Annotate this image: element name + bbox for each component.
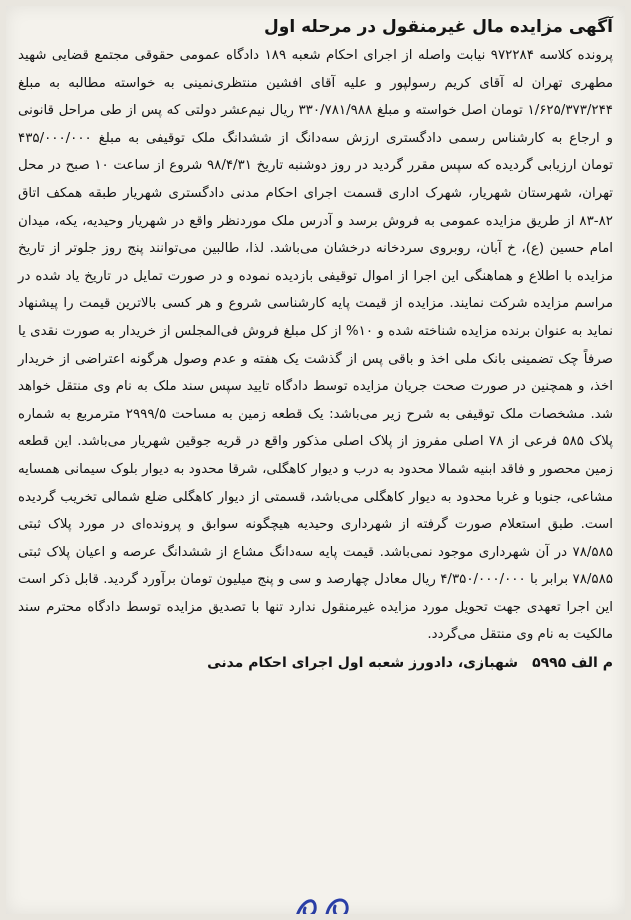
notice-reference-code: م الف ۵۹۹۵ (532, 655, 613, 672)
notice-body: پرونده کلاسه ۹۷۲۲۸۴ نیابت واصله از اجرای احکام شعبه ۱۸۹ دادگاه عمومی حقوقی مجتمع قضایی شهید مطهری تهران له آقای کریم رسولپور و علیه آقای افشین منتظری‌نمینی به خواسته مطالبه به مبلغ ۱/۶۲۵/۳۷۳/۲۴۴ تومان اصل خواسته و مبلغ ۳۳۰/۷۸۱/۹۸۸ ریال نیم‌عشر دولتی که پس از طی مراحل قانونی و ارجاع به کارشناس رسمی دادگستری ارزش سه‌دانگ از ششدانگ ملک توقیفی به مبلغ ۴۳۵/۰۰۰/۰۰۰ تومان ارزیابی گردیده که سپس مقرر گردید در روز دوشنبه تاریخ ۹۸/۴/۳۱ شروع از ساعت ۱۰ صبح در محل تهران، شهرستان شهریار، شهرک اداری قسمت اجرای احکام مدنی دادگستری شهریار طبقه همکف اتاق ۸۲-۸۳ از طریق مزایده عمومی به فروش برسد و آدرس ملک موردنظر واقع در شهریار وحیدیه، یکه، میدان امام حسین (ع)، خ آبان، روبروی سردخانه درخشان می‌باشد. لذا، طالبین می‌توانند پنج روز جلوتر از تاریخ مزایده با اطلاع و هماهنگی این اجرا از اموال توقیفی بازدیده نموده و در صورت تمایل در تاریخ یاد شده در مراسم مزایده شرکت نمایند. مزایده از قیمت پایه کارشناسی شروع و هر کسی بالاترین قیمت را پیشنهاد نماید به عنوان برنده مزایده شناخته شده و ۱۰% از کل مبلغ فروش فی‌المجلس از خریدار به صورت نقدی یا صرفاً چک تضمینی بانک ملی اخذ و باقی پس از گذشت یک هفته و عدم وصول هرگونه اعتراضی از خریدار اخذ، و همچنین در صورت صحت جریان مزایده توسط دادگاه تایید سپس سند ملک به نام وی منتقل خواهد شد. مشخصات ملک توقیفی به شرح زیر می‌باشد: یک قطعه زمین به مساحت ۲۹۹۹/۵ مترمربع به شماره پلاک ۵۸۵ فرعی از ۷۸ اصلی مفروز از پلاک اصلی مذکور واقع در قریه جوقین شهریار می‌باشد. این قطعه زمین محصور و فاقد ابنیه شمالا محدود به درب و دیوار کاهگلی، شرقا محدود به دیوار بلوک سیمانی همسایه مشاعی، جنوبا و غربا محدود به دیوار کاهگلی می‌باشد، قسمتی از دیوار کاهگلی ضلع شمالی تخریب گردیده است. طبق استعلام صورت گرفته از شهرداری وحیدیه هیچگونه سوابق و پرونده‌ای در مورد پلاک ثبتی ۷۸/۵۸۵ در آن شهرداری موجود نمی‌باشد. قیمت پایه سه‌دانگ مشاع از ششدانگ عرصه و اعیان پلاک ثبتی ۷۸/۵۸۵ برابر با ۴/۳۵۰/۰۰۰/۰۰۰ ریال معادل چهارصد و سی و پنج میلیون تومان برآورد گردید. قابل ذکر است این اجرا تعهدی جهت تحویل مورد مزایده غیرمنقول ندارد تنها با تصدیق مزایده توسط دادگاه محترم سند مالکیت به نام وی منتقل می‌گردد. (18, 48, 614, 643)
newspaper-clipping (6, 6, 625, 914)
notice-footer (18, 651, 613, 675)
handwritten-pen-mark-icon (291, 888, 361, 914)
notice-signer: شهبازی، دادورز شعبه اول اجرای احکام مدنی (207, 655, 519, 672)
notice-title: آگهی مزایده مال غیرمنقول در مرحله اول (264, 17, 613, 37)
